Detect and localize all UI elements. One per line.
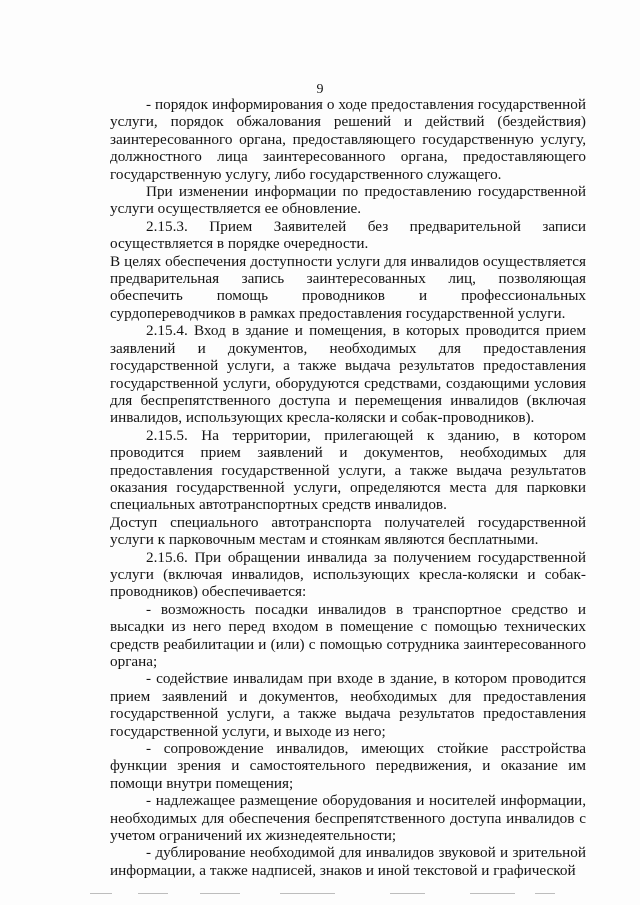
scan-footer-marks: [90, 893, 560, 897]
paragraph-2-15-3: 2.15.3. Прием Заявителей без предварительной записи осуществляется в порядке очередности.: [110, 217, 586, 253]
paragraph-2-15-5: 2.15.5. На территории, прилегающей к зданию, в котором проводится прием заявлений и документов, необходимых для предоставления государственной услуги, а также выдача результатов оказания государственной услуги, определяются места для парковки специальных автотранспортных средств инвалидов.: [110, 426, 586, 514]
list-item-equipment-placement: - надлежащее размещение оборудования и носителей информации, необходимых для обеспечения беспрепятственного доступа инвалидов с учетом ограничений их жизнедеятельности;: [110, 792, 586, 845]
paragraph-information-update: При изменении информации по предоставлению государственной услуги осуществляется ее обновление.: [110, 183, 586, 218]
paragraph-informing-procedure: - порядок информирования о ходе предоставления государственной услуги, порядок обжалования решений и действий (бездействия) заинтересованного органа, предоставляющего государственную услугу, должностного лица заинтересованного органа, предоставляющего государственную услугу, либо государственного служащего.: [110, 96, 586, 183]
paragraph-parking-access: Доступ специального автотранспорта получателей государственной услуги к парковочным местам и стоянкам являются бесплатными.: [110, 513, 586, 549]
list-item-entrance-assistance: - содействие инвалидам при входе в здание, в котором проводится прием заявлений и документов, необходимых для предоставления государственной услуги, а также выдача результатов предоставления государственной услуги, и выходе из него;: [110, 670, 586, 740]
paragraph-2-15-6: 2.15.6. При обращении инвалида за получением государственной услуги (включая инвалидов, использующих кресла-коляски и собак-проводников) обеспечивается:: [110, 548, 586, 601]
list-item-information-duplication: - дублирование необходимой для инвалидов звуковой и зрительной информации, а также надписей, знаков и иной текстовой и графической: [110, 844, 586, 879]
document-body: [110, 96, 586, 879]
paragraph-preliminary-registration: В целях обеспечения доступности услуги для инвалидов осуществляется предварительная запись заинтересованных лиц, позволяющая обеспечить помощь проводников и профессиональных сурдопереводчиков в рамках предоставления государственной услуги.: [110, 252, 586, 322]
list-item-escort: - сопровождение инвалидов, имеющих стойкие расстройства функции зрения и самостоятельного передвижения, и оказание им помощи внутри помещения;: [110, 740, 586, 792]
list-item-boarding-vehicle: - возможность посадки инвалидов в транспортное средство и высадки из него перед входом в помещение с помощью технических средств реабилитации и (или) с помощью сотрудника заинтересованного органа;: [110, 600, 586, 670]
paragraph-2-15-4: 2.15.4. Вход в здание и помещения, в которых проводится прием заявлений и документов, необходимых для предоставления государственной услуги, а также выдача результатов предоставления государственной услуги, оборудуются средствами, создающими условия для беспрепятственного доступа и перемещения инвалидов (включая инвалидов, использующих кресла-коляски и собак-проводников).: [110, 322, 586, 427]
page-number: 9: [316, 82, 324, 97]
